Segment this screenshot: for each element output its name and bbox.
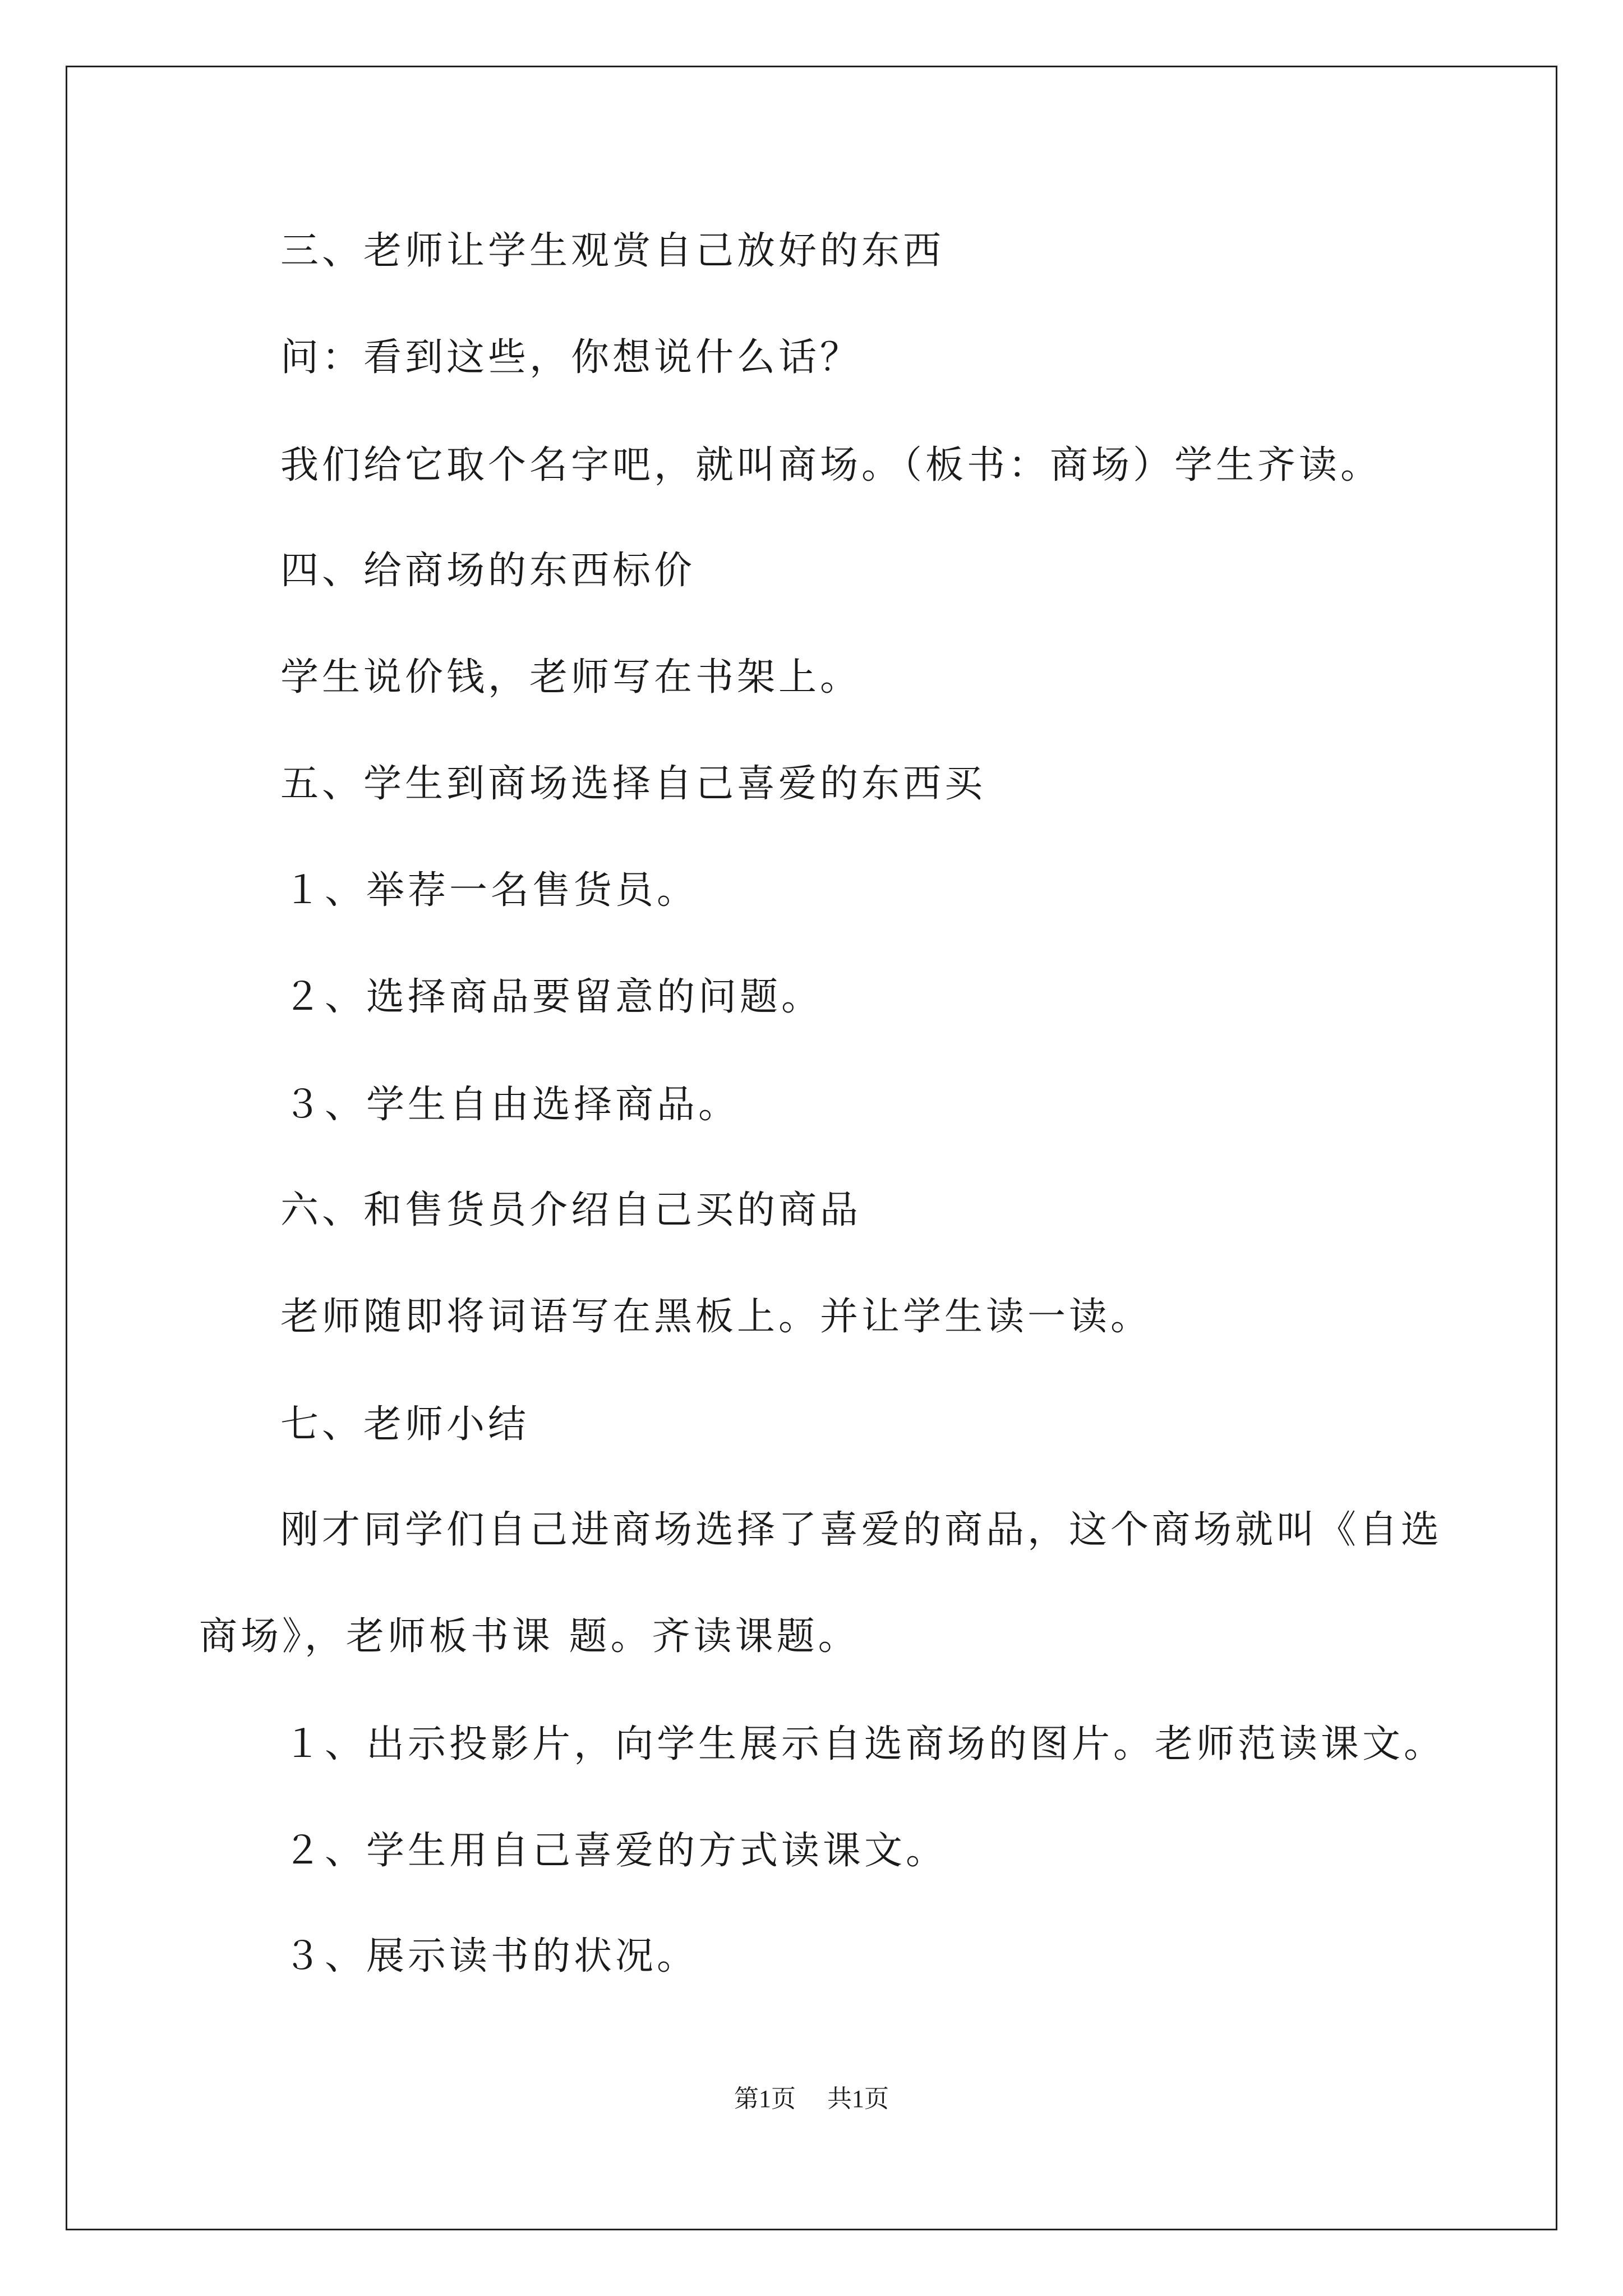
- text-line: 五、学生到商场选择自己喜爱的东西买: [280, 762, 986, 806]
- text-line: 学生说价钱，老师写在书架上。: [280, 655, 862, 700]
- text-line: 老师随即将词语写在黑板上。并让学生读一读。: [280, 1295, 1152, 1339]
- text-line: １、举荐一名售货员。: [283, 868, 699, 913]
- text-line: 三、老师让学生观赏自己放好的东西: [280, 229, 945, 273]
- text-line: ３、学生自由选择商品。: [283, 1083, 740, 1127]
- text-line: １、出示投影片，向学生展示自选商场的图片。老师范读课文。: [283, 1722, 1446, 1766]
- page-total: 共1页: [827, 2085, 889, 2113]
- text-line: ３、展示读书的状况。: [283, 1934, 699, 1978]
- text-line: 六、和售货员介绍自己买的商品: [280, 1188, 862, 1232]
- text-line: 我们给它取个名字吧，就叫商场。（板书：商场）学生齐读。: [280, 443, 1382, 487]
- page-footer: [0, 2082, 1623, 2116]
- text-line: 刚才同学们自己进商场选择了喜爱的商品，这个商场就叫《自选: [280, 1508, 1443, 1552]
- text-line: 问：看到这些，你想说什么话？: [280, 335, 862, 380]
- text-line: 商场》，老师板书课 题。齐读课题。: [199, 1614, 860, 1659]
- page-number: 第1页: [734, 2085, 796, 2113]
- text-line: ２、选择商品要留意的问题。: [283, 975, 823, 1019]
- text-line: ２、学生用自己喜爱的方式读课文。: [283, 1829, 948, 1873]
- text-line: 四、给商场的东西标价: [280, 549, 696, 593]
- text-line: 七、老师小结: [280, 1402, 530, 1447]
- page-border: [66, 66, 1557, 2230]
